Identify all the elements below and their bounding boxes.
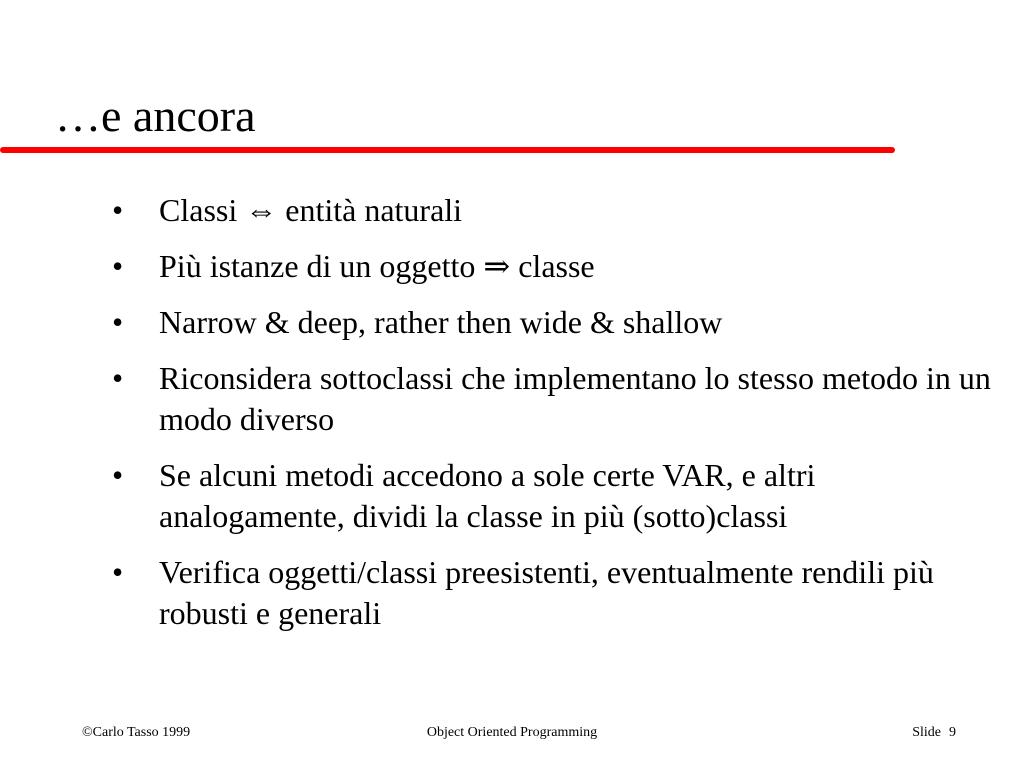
bullet-icon: • xyxy=(112,360,124,396)
bullet-text: Riconsidera sottoclassi che implementano lo stesso metodo in un modo diverso xyxy=(159,360,991,437)
bullet-icon: • xyxy=(112,457,124,493)
bullet-item xyxy=(112,302,992,343)
slide-label: Slide xyxy=(912,725,941,740)
bullet-text: Classi ⇔ entità naturali xyxy=(159,192,463,228)
bullet-item xyxy=(112,455,992,537)
bullet-text: Verifica oggetti/classi preesistenti, eventualmente rendili più robusti e generali xyxy=(159,554,934,631)
footer-slide-number xyxy=(912,724,956,742)
bullet-item xyxy=(112,246,992,287)
footer-course-title: Object Oriented Programming xyxy=(426,725,598,740)
bullet-icon: • xyxy=(112,192,124,228)
bullet-item xyxy=(112,358,992,440)
title-underline xyxy=(0,147,895,153)
bullet-text: Se alcuni metodi accedono a sole certe VAR, e altri analogamente, dividi la classe in più (sotto)classi xyxy=(159,457,816,534)
bullet-icon: • xyxy=(112,248,124,284)
bullet-list xyxy=(112,190,992,649)
bullet-item xyxy=(112,552,992,634)
bullet-item xyxy=(112,190,992,231)
bullet-icon: • xyxy=(112,554,124,590)
bullet-icon: • xyxy=(112,304,124,340)
bullet-text: Narrow & deep, rather then wide & shallow xyxy=(159,304,723,340)
bullet-text: Più istanze di un oggetto ⇒ classe xyxy=(159,248,595,284)
footer-copyright: ©Carlo Tasso 1999 xyxy=(82,725,191,740)
slide-title: …e ancora xyxy=(55,90,256,141)
slide-number: 9 xyxy=(949,725,956,740)
